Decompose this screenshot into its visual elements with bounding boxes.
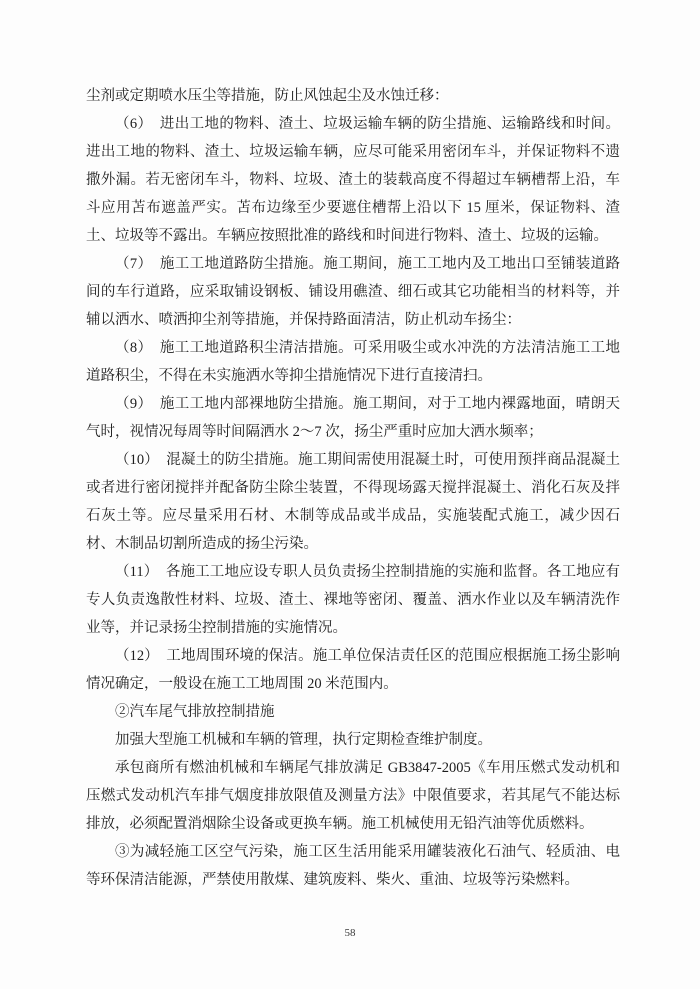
- paragraph-item-8: （8） 施工工地道路积尘清洁措施。可采用吸尘或水冲洗的方法清洁施工工地道路积尘，不得在未实施洒水等抑尘措施情况下进行直接清扫。: [86, 340, 620, 384]
- document-content: [86, 82, 620, 894]
- paragraph-contractor-emissions: 承包商所有燃油机械和车辆尾气排放满足 GB3847-2005《车用压燃式发动机和压燃式发动机汽车排气烟度排放限值及测量方法》中限值要求，若其尾气不能达标排放，必须配置消烟除尘设备或更换车辆。施工机械使用无铅汽油等优质燃料。: [86, 760, 620, 832]
- page-number: 58: [344, 927, 356, 939]
- paragraph-item-6: （6） 进出工地的物料、渣土、垃圾运输车辆的防尘措施、运输路线和时间。进出工地的物料、渣土、垃圾运输车辆，应尽可能采用密闭车斗，并保证物料不遗撒外漏。若无密闭车斗，物料、垃圾、渣土的装载高度不得超过车辆槽帮上沿，车斗应用苫布遮盖严实。苫布边缘至少要遮住槽帮上沿以下 15 厘米，保证物料、渣土、垃圾等不露出。车辆应按照批准的路线和时间进行物料、渣土、垃圾的运输。: [86, 116, 620, 244]
- paragraph-machinery-management: 加强大型施工机械和车辆的管理，执行定期检查维护制度。: [115, 732, 492, 748]
- paragraph-item-12: （12） 工地周围环境的保洁。施工单位保洁责任区的范围应根据施工扬尘影响情况确定，一般设在施工工地周围 20 米范围内。: [86, 648, 620, 692]
- paragraph-item-9: （9） 施工工地内部裸地防尘措施。施工期间，对于工地内裸露地面，晴朗天气时，视情况每周等时间隔洒水 2～7 次，扬尘严重时应加大洒水频率；: [86, 396, 620, 440]
- paragraph-item-10: （10） 混凝土的防尘措施。施工期间需使用混凝土时，可使用预拌商品混凝土或者进行密闭搅拌并配备防尘除尘装置，不得现场露天搅拌混凝土、消化石灰及拌石灰土等。应尽量采用石材、木制等成品或半成品，实施装配式施工，减少因石材、木制品切割所造成的扬尘污染。: [86, 452, 620, 552]
- paragraph-continuation: 尘剂或定期喷水压尘等措施，防止风蚀起尘及水蚀迁移：: [86, 88, 449, 104]
- paragraph-circle3-clean-energy: ③为减轻施工区空气污染，施工区生活用能采用罐装液化石油气、轻质油、电等环保清洁能源，严禁使用散煤、建筑废料、柴火、重油、垃圾等污染燃料。: [86, 844, 620, 888]
- paragraph-item-7: （7） 施工工地道路防尘措施。施工期间，施工工地内及工地出口至铺装道路间的车行道路，应采取铺设钢板、铺设用礁渣、细石或其它功能相当的材料等，并辅以洒水、喷洒抑尘剂等措施，并保持路面清洁，防止机动车扬尘：: [86, 256, 620, 328]
- paragraph-item-11: （11） 各施工工地应设专职人员负责扬尘控制措施的实施和监督。各工地应有专人负责逸散性材料、垃圾、渣土、裸地等密闭、覆盖、洒水作业以及车辆清洗作业等，并记录扬尘控制措施的实施情况。: [86, 564, 620, 636]
- paragraph-circle2-heading: ②汽车尾气排放控制措施: [115, 704, 275, 720]
